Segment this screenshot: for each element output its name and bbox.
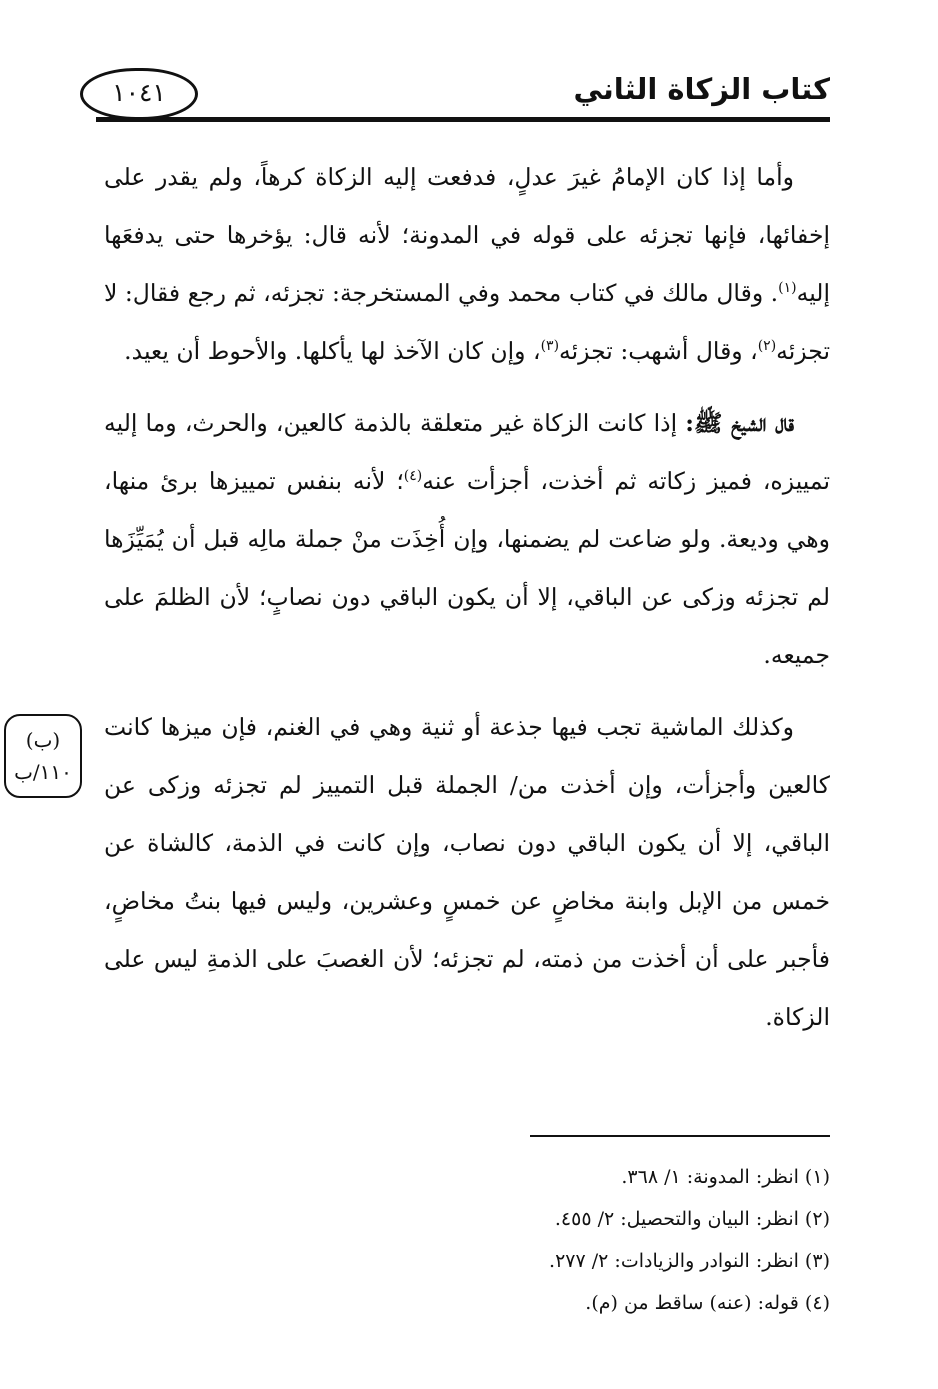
paragraph-text: إذا كانت الزكاة غير متعلقة بالذمة كالعين، والحرث، وما إليه تمييزه، فميز زكاته ثم أخذت، أجزأت عنه	[104, 409, 830, 495]
paragraph-text: ، وقال أشهب: تجزئه	[559, 337, 758, 365]
footnote: (١) انظر: المدونة: ١/ ٣٦٨.	[621, 1166, 830, 1188]
main-text	[104, 148, 830, 1046]
folio-marker-line: ١١٠/ب	[14, 760, 72, 784]
footnote-ref: (٤)	[403, 468, 423, 485]
paragraph-text: وكذلك الماشية تجب فيها جذعة أو ثنية وهي في الغنم، فإن ميزها كانت كالعين وأجزأت، وإن أخذت من/ الجملة قبل التمييز لم تجزئه وزكى عن الباقي، إلا أن يكون الباقي دون نصاب، وإن كانت في الذمة، كالشاة عن خمس من الإبل وابنة مخاضٍ عن خمسٍ وعشرين، وليس فيها بنتُ مخاضٍ، فأجبر على أن أخذت من ذمته، لم تجزئه؛ لأن الغصبَ على الذمةِ ليس على الزكاة.	[104, 713, 830, 1031]
footnote-ref: (٢)	[757, 338, 777, 355]
footnotes	[104, 1156, 830, 1324]
folio-marker-line: (ب)	[25, 728, 61, 752]
running-header-title: كتاب الزكاة الثاني	[573, 72, 830, 106]
paragraph-lead: قال الشيخ ﷺ:	[685, 409, 795, 437]
paragraph-text: وأما إذا كان الإمامُ غيرَ عدلٍ، فدفعت إليه الزكاة كرهاً، ولم يقدر على إخفائها، فإنها تجزئه على قوله في المدونة؛ لأنه قال: يؤخرها حتى يدفعَها إليه	[104, 163, 830, 307]
footnote: (٢) انظر: البيان والتحصيل: ٢/ ٤٥٥.	[554, 1208, 830, 1230]
paragraph	[104, 698, 830, 1046]
header-rule	[96, 117, 830, 122]
paragraph-text: . وقال مالك في كتاب محمد وفي المستخرجة: تجزئه، ثم رجع فقال: لا تجزئه	[104, 279, 830, 365]
footnote-rule	[530, 1135, 830, 1137]
footnote-ref: (١)	[778, 280, 797, 297]
paragraph-text: ، وإن كان الآخذ لها يأكلها. والأحوط أن يعيد.	[124, 337, 541, 365]
footnote: (٣) انظر: النوادر والزيادات: ٢/ ٢٧٧.	[549, 1250, 830, 1272]
paragraph-text: ؛ لأنه بنفس تمييزها برئ منها، وهي وديعة. ولو ضاعت لم يضمنها، وإن أُخِذَت منْ جملة مالِه قبل أن يُمَيِّزَها لم تجزئه وزكى عن الباقي، إلا أن يكون الباقي دون نصابٍ؛ لأن الظلمَ على جميعه.	[104, 467, 830, 669]
footnote-ref: (٣)	[540, 338, 560, 355]
manuscript-folio-marker	[4, 714, 82, 798]
paragraph	[104, 394, 830, 684]
footnote: (٤) قوله: (عنه) ساقط من (م).	[585, 1292, 830, 1314]
paragraph	[104, 148, 830, 380]
page-number: ١٠٤١	[112, 78, 166, 107]
